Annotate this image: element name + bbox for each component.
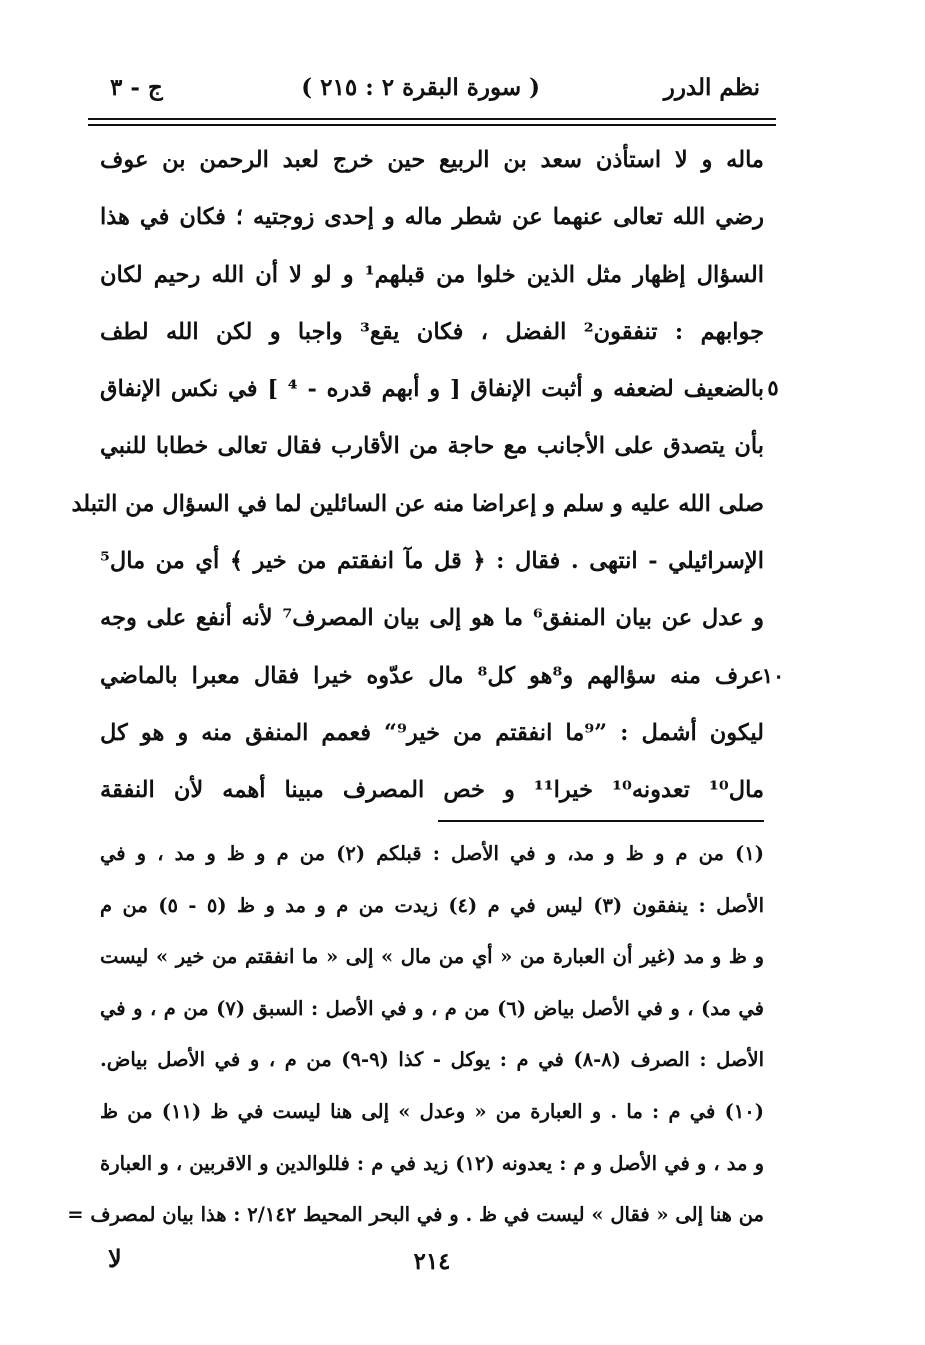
text-line: صلى الله عليه و سلم و إعراضا منه عن السائلين لما في السؤال من التبلد [71, 490, 764, 517]
text-line: الإسرائيلي - انتهى . فقال : ﴿ قل مآ انفقتم من خير ﴾ أي من مال⁵ [100, 548, 764, 575]
text-line: ليكون أشمل : ”⁹ما انفقتم من خير⁹“ فعمم المنفق منه و هو كل [100, 719, 764, 746]
text-line: و عدل عن بيان المنفق⁶ ما هو إلى بيان المصرف⁷ لأنه أنفع على وجه [100, 605, 764, 632]
text-line: بأن يتصدق على الأجانب مع حاجة من الأقارب فقال تعالى خطابا للنبي [100, 433, 764, 460]
footnote-line: و مد ، و في الأصل و م : يعدونه (١٢) زيد في م : فللوالدين و الاقربين ، و العبارة [100, 1151, 764, 1175]
footnotes [67, 828, 764, 1241]
text-line: جوابهم : تنفقون² الفضل ، فكان يقع³ واجبا و لكن الله لطف [100, 318, 764, 345]
text-line: مال¹⁰ تعدونه¹⁰ خيرا¹¹ و خص المصرف مبينا أهمه لأن النفقة [100, 777, 765, 804]
book-title: نظم الدرر [663, 74, 760, 101]
footnote-line: الأصل : الصرف (٨-٨) في م : يوكل - كذا (٩-٩) من م ، و في الأصل بياض. [100, 1048, 764, 1072]
text-line: عرف منه سؤالهم و⁸هو كل⁸ مال عدّوه خيرا فقال معبرا بالماضي [100, 662, 764, 689]
footnote-line: (١٠) في م : ما . و العبارة من « وعدل » إلى هنا ليست في ظ (١١) من ظ [100, 1099, 764, 1123]
main-text [71, 132, 765, 820]
line-number-5: ٥ [767, 375, 779, 400]
page-number: ٢١٤ [413, 1248, 451, 1275]
running-header [100, 66, 760, 110]
text-line: السؤال إظهار مثل الذين خلوا من قبلهم¹ و لو لا أن الله رحيم لكان [100, 261, 765, 288]
footnote-line: (١) من م و ظ و مد، و في الأصل : قبلكم (٢) من م و ظ و مد ، و في [100, 842, 764, 865]
footnote-separator [438, 820, 764, 822]
footnote-line: الأصل : ينفقون (٣) ليس في م (٤) زيدت من م و مد و ظ (٥ - ٥) من م [100, 893, 764, 917]
footnote-line: في مد) ، و في الأصل بياض (٦) من م ، و في الأصل : السبق (٧) من م ، و في [100, 996, 764, 1020]
text-line: رضي الله تعالى عنهما عن شطر ماله و إحدى زوجتيه ؛ فكان في هذا [100, 204, 764, 231]
header-rule-top [88, 118, 776, 120]
line-number-10: ١٠ [761, 663, 785, 688]
surah-reference: ( سورة البقرة ٢ : ٢١٥ ) [301, 74, 540, 101]
catchword: لا [108, 1244, 122, 1273]
text-line: بالضعيف لضعفه و أثبت الإنفاق [ و أبهم قدره - ⁴ ] في نكس الإنفاق [100, 376, 764, 403]
footnote-line: و ظ و مد (غير أن العبارة من « أي من مال » إلى « ما انفقتم من خير » ليست [100, 945, 764, 969]
footnote-line: من هنا إلى « فقال » ليست في ظ . و في البحر المحيط ٢/١٤٢ : هذا بيان لمصرف = [67, 1203, 764, 1227]
text-line: ماله و لا استأذن سعد بن الربيع حين خرج لعبد الرحمن بن عوف [100, 147, 764, 173]
part-number: ج - ٣ [110, 74, 163, 101]
header-rule-bottom [88, 124, 776, 126]
